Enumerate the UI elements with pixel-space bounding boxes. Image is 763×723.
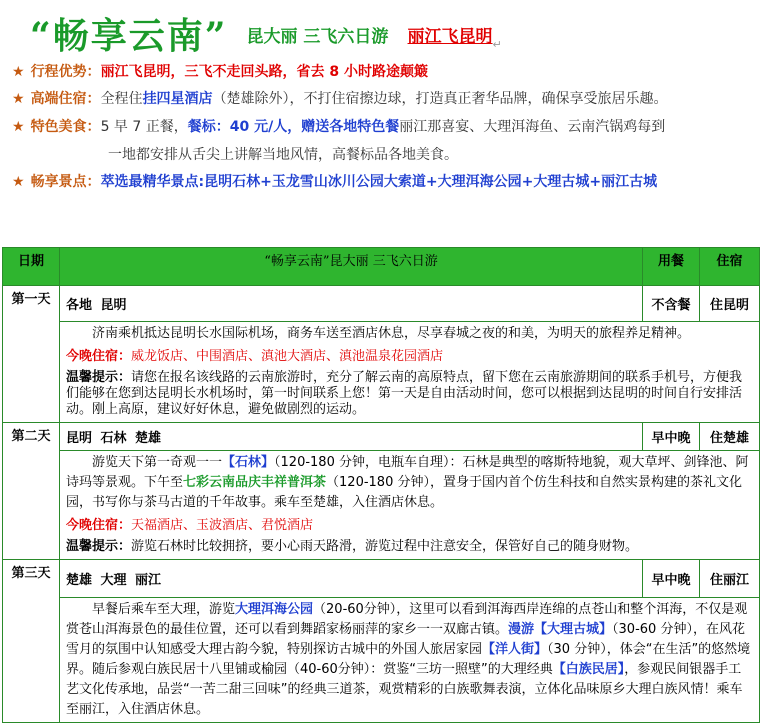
- star-icon: ★: [12, 119, 25, 135]
- day-desc: 济南乘机抵达昆明长水国际机场，商务车送至酒店休息，尽享春城之夜的和美，为明天的旅程养足精神。: [60, 322, 760, 347]
- col-title-header: “畅享云南”昆大丽 三飞六日游: [60, 248, 643, 286]
- day-label: 第三天: [3, 560, 60, 723]
- desc-segment: 【白族民居】: [552, 662, 625, 677]
- day-desc: [60, 451, 760, 516]
- main-title: “畅享云南”: [30, 15, 228, 57]
- day-label: 第一天: [3, 286, 60, 423]
- itinerary-table: [2, 247, 760, 723]
- col-day-header: 日期: [3, 248, 60, 286]
- desc-segment: 【石林】: [222, 455, 275, 470]
- day-meal: 早中晚: [643, 560, 700, 598]
- table-header-row: [3, 248, 760, 286]
- col-meal-header: 用餐: [643, 248, 700, 286]
- day-stay: 住丽江: [700, 560, 760, 598]
- day-route-row: [3, 560, 760, 598]
- highlight-row: [12, 60, 428, 84]
- day-tip: [60, 368, 760, 423]
- tip-text: 请您在报名该线路的云南旅游时，充分了解云南的高原特点，留下您在云南旅游期间的联系手机号，方便我们能够在您到达昆明长水机场时，第一时间联系上您！第一天是自由活动时间，您可以根据到达昆明的时间自行安排活动。刚上高原，建议好好休息，避免做剧烈的运动。: [66, 370, 743, 417]
- tip-text: 游览石林时比较拥挤，要小心雨天路滑，游览过程中注意安全，保管好自己的随身财物。: [131, 539, 639, 554]
- tip-label: 温馨提示：: [66, 539, 132, 554]
- title-line: “畅享云南” 昆大丽 三飞六日游 丽江飞昆明↵: [30, 15, 502, 57]
- desc-segment: （30-60 分钟），在风花雪月的氛围中认知感受大理古韵今貌，特别探访古城中的外国人旅居家园: [66, 622, 745, 657]
- highlight-text: 全程住: [100, 91, 143, 107]
- highlight-row: [108, 143, 458, 167]
- day-meal: 早中晚: [643, 423, 700, 451]
- highlight-row: [12, 115, 665, 139]
- day-label: 第二天: [3, 423, 60, 560]
- highlight-label: 高端住宿：: [30, 91, 101, 107]
- desc-segment: 早餐后乘车至大理，游览: [92, 602, 236, 617]
- day-tip: [60, 537, 760, 560]
- day-route: 昆明 石林 楚雄: [60, 423, 643, 451]
- highlight-text: （楚雄除外），不打住宿擦边球，打造真正奢华品牌，确保享受旅居乐趣。: [212, 91, 668, 107]
- highlight-row: [12, 87, 668, 111]
- desc-segment: 漫游【大理古城】: [508, 622, 613, 637]
- subtitle-flight: 丽江飞昆明: [407, 27, 493, 47]
- star-icon: ★: [12, 64, 25, 80]
- desc-segment: ，参观民间银器手工艺文化传承地，品尝“一苦二甜三回味”的经典三道茶，观赏精彩的白族歌舞表演，立体化品味原乡大理白族风情！乘车至丽江，入住酒店休息。: [66, 662, 743, 717]
- highlight-label: 行程优势：: [30, 64, 101, 80]
- highlight-text: 5 早 7 正餐，: [100, 119, 188, 135]
- highlight-label: 特色美食：: [30, 119, 101, 135]
- day-route: 各地 昆明: [60, 286, 643, 322]
- subtitle: 昆大丽 三飞六日游: [246, 27, 389, 47]
- highlight-text: 丽江飞昆明，三飞不走回头路，省去 8 小时路途颠簸: [100, 64, 429, 80]
- day-stay: 住昆明: [700, 286, 760, 322]
- highlight-text: 一地都安排从舌尖上讲解当地风情，高餐标品各地美食。: [108, 147, 458, 163]
- hotel-list: 天福酒店、玉波酒店、君悦酒店: [131, 518, 314, 533]
- itinerary-header: [0, 0, 763, 240]
- day-stay: 住楚雄: [700, 423, 760, 451]
- highlight-row: [12, 170, 657, 194]
- day-route-row: [3, 423, 760, 451]
- highlight-text: 萃选最精华景点:昆明石林+玉龙雪山冰川公园大索道+大理洱海公园+大理古城+丽江古城: [100, 174, 658, 190]
- highlight-text: 挂四星酒店: [142, 91, 213, 107]
- day-hotels: [60, 346, 760, 368]
- desc-segment: 游览天下第一奇观一一: [92, 455, 223, 470]
- day-hotels: [60, 515, 760, 537]
- desc-segment: （120-180 分钟，电瓶车自理）：石林是典型的喀斯特地貌，观大草坪、剑锋池、阿诗玛等景观。下午至: [66, 455, 749, 490]
- highlight-label: 畅享景点：: [30, 174, 101, 190]
- hotel-label: 今晚住宿：: [66, 349, 132, 364]
- tip-label: 温馨提示：: [66, 370, 132, 385]
- day-route: 楚雄 大理 丽江: [60, 560, 643, 598]
- desc-segment: （30 分钟），体会“在生活”的悠然境界。随后参观白族民居十八里铺或榆园（40-60分钟）：赏鉴“三坊一照壁”的大理经典: [66, 642, 751, 677]
- desc-segment: （120-180 分钟），置身于国内首个仿生科技和自然实景构建的茶礼文化园，书写你与茶马古道的千年故事。乘车至楚雄，入住酒店休息。: [66, 475, 742, 510]
- day-desc: [60, 598, 760, 723]
- highlight-text: 餐标：40 元/人，赠送各地特色餐: [187, 119, 400, 135]
- highlight-text: 丽江那喜宴、大理洱海鱼、云南汽锅鸡每到: [399, 119, 666, 135]
- col-stay-header: 住宿: [700, 248, 760, 286]
- desc-segment: 七彩云南品庆丰祥普洱茶: [183, 475, 327, 490]
- desc-segment: 大理洱海公园: [235, 602, 314, 617]
- desc-segment: 【洋人街】: [482, 642, 548, 657]
- desc-segment: （20-60分钟），这里可以看到洱海西岸连绵的点苍山和整个洱海，不仅是观赏苍山洱海景色的最佳位置，还可以看到舞蹈家杨丽萍的家乡一一双廊古镇。: [66, 602, 748, 637]
- hotel-list: 威龙饭店、中围酒店、滇池大酒店、滇池温泉花园酒店: [131, 349, 444, 364]
- star-icon: ★: [12, 91, 25, 107]
- day-route-row: [3, 286, 760, 322]
- star-icon: ★: [12, 174, 25, 190]
- hotel-label: 今晚住宿：: [66, 518, 132, 533]
- day-meal: 不含餐: [643, 286, 700, 322]
